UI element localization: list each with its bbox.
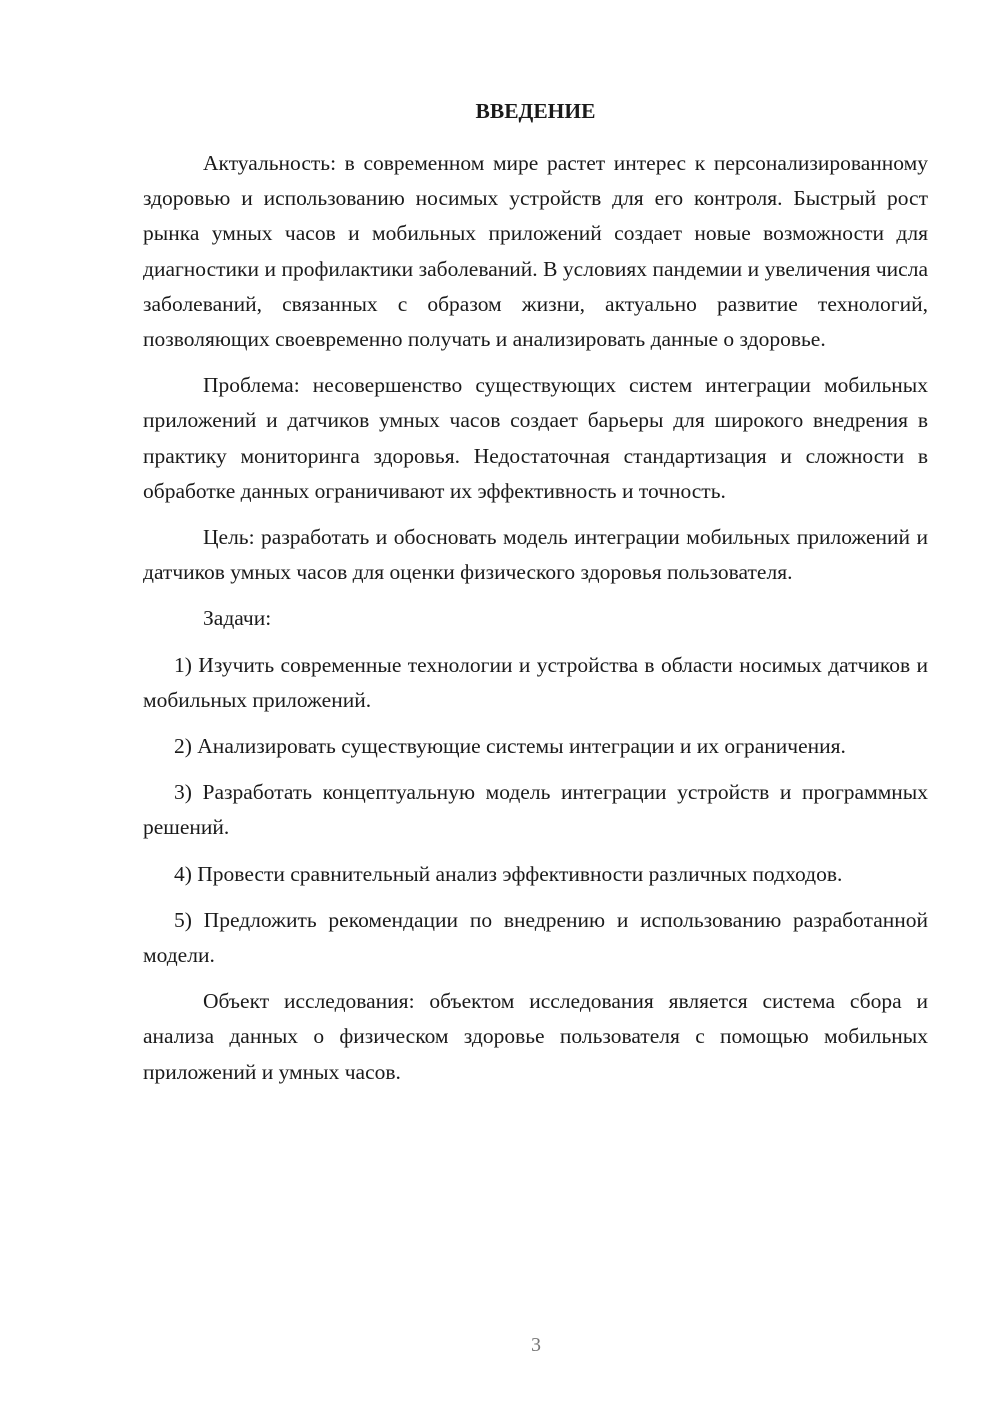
paragraph-object: Объект исследования: объектом исследования является система сбора и анализа данных о физическом здоровье пользователя с помощью мобильных приложений и умных часов. bbox=[143, 989, 928, 1084]
page-number: 3 bbox=[531, 1334, 541, 1356]
task-item: 5) Предложить рекомендации по внедрению и использованию разработанной модели. bbox=[143, 907, 928, 968]
task-item: 3) Разработать концептуальную модель интеграции устройств и программных решений. bbox=[143, 780, 928, 840]
document-page bbox=[143, 96, 928, 1101]
task-item: 4) Провести сравнительный анализ эффективности различных подходов. bbox=[174, 861, 843, 886]
section-title: ВВЕДЕНИЕ bbox=[475, 99, 596, 123]
paragraph-goal: Цель: разработать и обосновать модель интеграции мобильных приложений и датчиков умных часов для оценки физического здоровья пользователя. bbox=[143, 525, 928, 585]
paragraph-problem: Проблема: несовершенство существующих систем интеграции мобильных приложений и датчиков умных часов создает барьеры для широкого внедрения в практику мониторинга здоровья. Недостаточная стандартизация и сложности в обработке данных ограничивают их эффективность и точность. bbox=[143, 373, 928, 503]
task-item: 2) Анализировать существующие системы интеграции и их ограничения. bbox=[174, 734, 846, 759]
paragraph-relevance: Актуальность: в современном мире растет интерес к персонализированному здоровью и использованию носимых устройств для его контроля. Быстрый рост рынка умных часов и мобильных приложений создает новые возможности для диагностики и профилактики заболеваний. В условиях пандемии и увеличения числа заболеваний, связанных с образом жизни, актуально развитие технологий, позволяющих своевременно получать и анализировать данные о здоровье. bbox=[143, 151, 928, 352]
tasks-heading: Задачи: bbox=[203, 606, 272, 631]
task-item: 1) Изучить современные технологии и устройства в области носимых датчиков и мобильных приложений. bbox=[143, 652, 928, 712]
